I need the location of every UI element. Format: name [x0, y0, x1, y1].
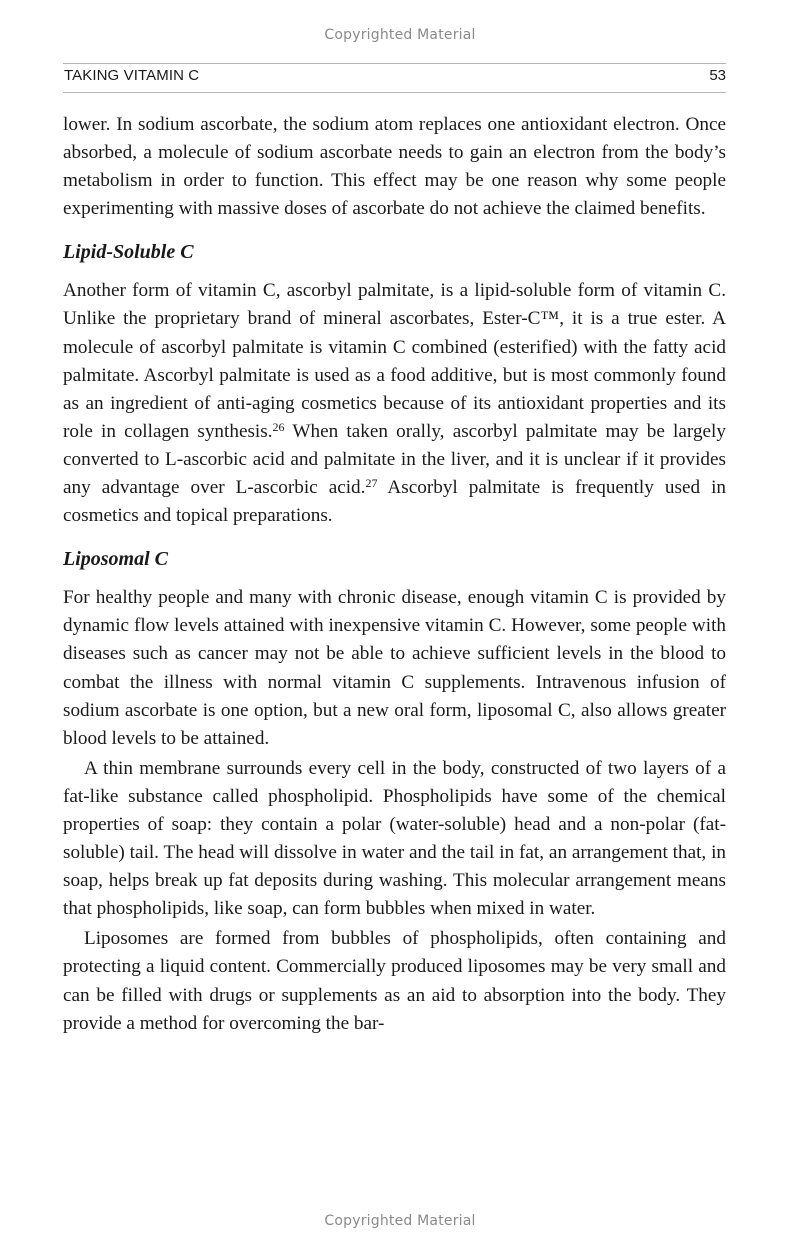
- copyright-watermark-top: Copyrighted Material: [324, 27, 476, 43]
- section-heading-lipid-soluble: Lipid-Soluble C: [63, 241, 194, 264]
- running-title: TAKING VITAMIN C: [64, 67, 200, 84]
- page-number: 53: [709, 67, 726, 84]
- page-body: [63, 111, 726, 1038]
- header-rule-bottom: [63, 92, 726, 93]
- lipid-soluble-paragraph: [63, 277, 726, 530]
- intro-paragraph: lower. In sodium ascorbate, the sodium atom replaces one antioxidant electron. Once absorbed, a molecule of sodium ascorbate needs to gain an electron from the body’s metabolism in order to function. This effect may be one reason why some people experimenting with massive doses of ascorbate do not achieve the claimed benefits.: [63, 114, 726, 220]
- header-rule-top: [63, 63, 726, 64]
- footnote-ref-26[interactable]: 26: [272, 419, 285, 434]
- running-header: [63, 67, 726, 93]
- lipid-text-part1: Another form of vitamin C, ascorbyl palmitate, is a lipid-soluble form of vitamin C. Unlike the proprietary brand of mineral ascorbates, Ester-C™, it is a true ester. A molecule of ascorbyl palmitate is vitamin C combined (esterified) with the fatty acid palmitate. Ascorbyl palmitate is used as a food additive, but is most commonly found as an ingredient of anti-aging cosmetics because of its antioxidant properties and its role in collagen synthesis.: [63, 280, 726, 442]
- liposomal-paragraph-1: For healthy people and many with chronic disease, enough vitamin C is provided by dynamic flow levels attained with inexpensive vitamin C. However, some people with diseases such as cancer may not be able to achieve sufficient levels in the blood to combat the illness with normal vitamin C supplements. Intravenous infusion of sodium ascorbate is one option, but a new oral form, liposomal C, also allows greater blood levels to be attained.: [63, 587, 726, 749]
- liposomal-paragraph-3: Liposomes are formed from bubbles of phospholipids, often containing and protecting a liquid content. Commercially produced liposomes may be very small and can be filled with drugs or supplements as an aid to absorption into the body. They provide a method for overcoming the bar-: [63, 928, 726, 1034]
- footnote-ref-27[interactable]: 27: [365, 476, 378, 491]
- liposomal-paragraph-2: A thin membrane surrounds every cell in the body, constructed of two layers of a fat-like substance called phospholipid. Phospholipids have some of the chemical properties of soap: they contain a polar (water-soluble) head and a non-polar (fat-soluble) tail. The head will dissolve in water and the tail in fat, an arrangement that, in soap, helps break up fat deposits during washing. This molecular arrangement means that phospholipids, like soap, can form bubbles when mixed in water.: [63, 757, 726, 920]
- lipid-text-part2: When taken orally, ascorbyl palmitate may be largely converted to L-ascorbic acid and palmitate in the liver, and it is unclear if it provides any advantage over L-ascorbic acid.: [63, 420, 726, 499]
- copyright-watermark-bottom: Copyrighted Material: [324, 1213, 476, 1229]
- section-heading-liposomal: Liposomal C: [63, 548, 169, 571]
- lipid-text-part3: Ascorbyl palmitate is frequently used in cosmetics and topical preparations.: [63, 477, 726, 527]
